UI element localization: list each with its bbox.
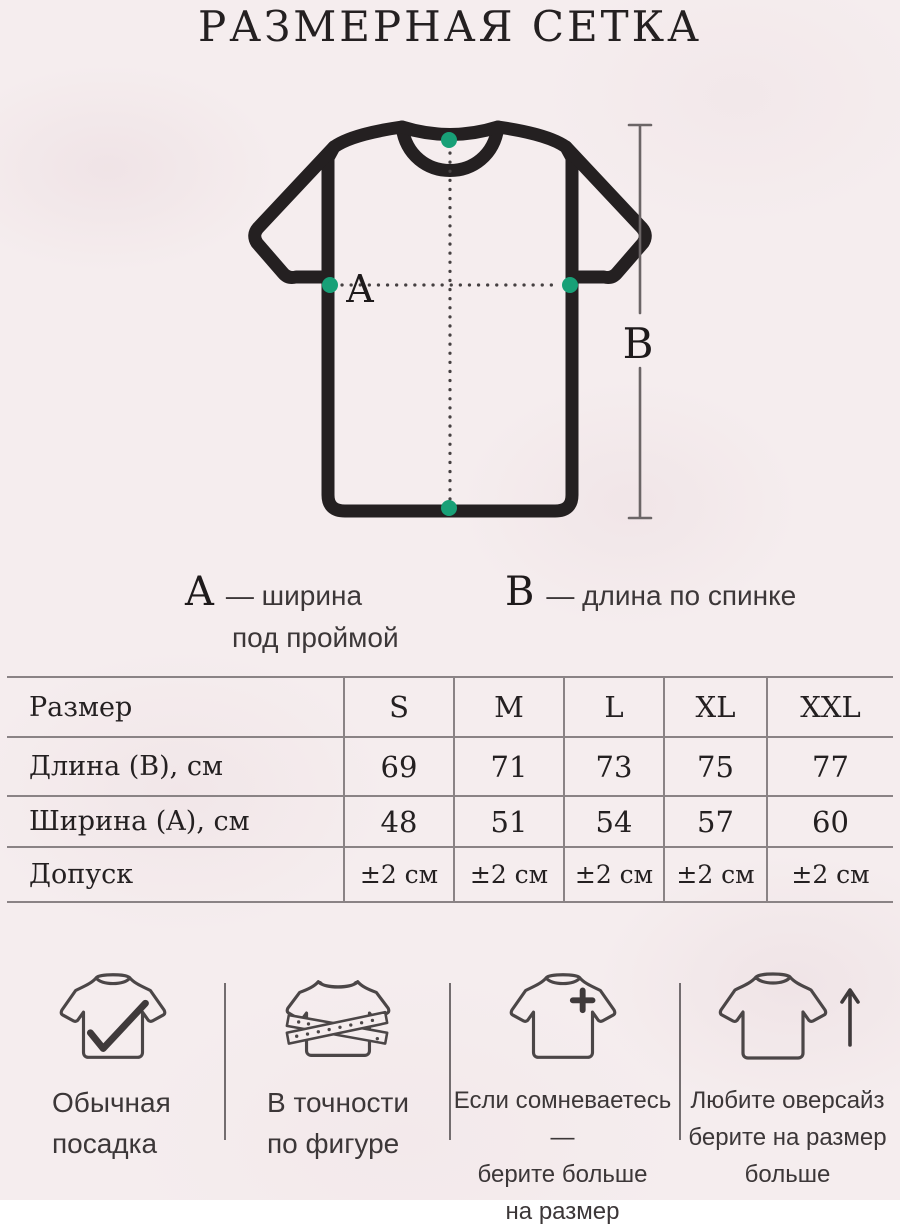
legend-width-text: — ширина bbox=[225, 580, 363, 611]
table-header-cell: XL bbox=[663, 678, 766, 736]
table-header-cell: L bbox=[563, 678, 663, 736]
neck-point-dot bbox=[441, 132, 457, 148]
hem-point-dot bbox=[441, 500, 457, 516]
table-header-cell: S bbox=[343, 678, 453, 736]
legend-length bbox=[505, 569, 796, 615]
table-cell: 69 bbox=[343, 738, 453, 795]
tshirt-measurement-diagram bbox=[0, 0, 900, 560]
table-cell: ±2 см bbox=[663, 848, 766, 901]
legend-letter-a: A bbox=[185, 569, 214, 615]
fit-label-line: больше bbox=[744, 1161, 831, 1188]
table-row bbox=[7, 795, 893, 846]
table-row bbox=[7, 846, 893, 903]
table-row-label: Допуск bbox=[29, 859, 134, 890]
table-cell: ±2 см bbox=[343, 848, 453, 901]
fit-label-line: берите на размер bbox=[688, 1124, 887, 1151]
tshirt-check-icon bbox=[0, 966, 225, 1072]
table-cell: ±2 см bbox=[766, 848, 893, 901]
table-header-cell: M bbox=[453, 678, 563, 736]
fit-label-line: посадка bbox=[52, 1128, 158, 1159]
fit-guide-divider bbox=[679, 983, 681, 1140]
table-cell: 75 bbox=[663, 738, 766, 795]
table-cell: 54 bbox=[563, 797, 663, 846]
table-cell: 77 bbox=[766, 738, 893, 795]
tshirt-tape-icon bbox=[225, 966, 450, 1072]
size-table bbox=[7, 676, 893, 903]
table-row-label: Ширина (A), см bbox=[29, 806, 250, 837]
table-cell: 51 bbox=[453, 797, 563, 846]
fit-label-line: Если сомневаетесь — bbox=[453, 1087, 672, 1151]
table-cell: 60 bbox=[766, 797, 893, 846]
fit-guide-divider bbox=[224, 983, 226, 1140]
fit-option-label bbox=[450, 1082, 675, 1230]
length-label-b: B bbox=[622, 319, 654, 368]
table-cell: ±2 см bbox=[453, 848, 563, 901]
table-cell: 71 bbox=[453, 738, 563, 795]
fit-label-line: В точности bbox=[267, 1087, 410, 1118]
fit-label-line: по фигуре bbox=[267, 1128, 400, 1159]
table-header-cell: XXL bbox=[766, 678, 893, 736]
right-armpit-dot bbox=[562, 277, 578, 293]
page-title: РАЗМЕРНАЯ СЕТКА bbox=[198, 2, 702, 51]
table-header-cell: Размер bbox=[29, 691, 133, 723]
left-armpit-dot bbox=[322, 277, 338, 293]
width-label-a: A bbox=[346, 267, 374, 311]
tshirt-plus-icon bbox=[450, 966, 675, 1072]
checkmark-glyph bbox=[90, 1003, 145, 1048]
legend-length-line1 bbox=[505, 569, 796, 615]
table-cell: 57 bbox=[663, 797, 766, 846]
plus-glyph bbox=[572, 990, 592, 1010]
fit-label-line: Обычная bbox=[52, 1087, 171, 1118]
fit-option-regular bbox=[0, 960, 225, 1230]
fit-option-label bbox=[225, 1082, 450, 1164]
legend-letter-b: B bbox=[505, 569, 535, 615]
arrow-up-glyph bbox=[842, 990, 858, 1045]
fit-option-oversize bbox=[675, 960, 900, 1230]
fit-label-line: Любите оверсайз bbox=[690, 1087, 885, 1114]
fit-label-line: на размер bbox=[505, 1198, 620, 1225]
legend-length-text: — длина по спинке bbox=[546, 580, 797, 611]
table-row-label: Длина (B), см bbox=[29, 751, 223, 782]
fit-option-size-up-if-unsure bbox=[450, 960, 675, 1230]
table-row bbox=[7, 736, 893, 795]
fit-option-exact bbox=[225, 960, 450, 1230]
fit-guide bbox=[0, 960, 900, 1225]
fit-guide-divider bbox=[449, 983, 451, 1140]
tshirt-arrow-up-icon bbox=[675, 966, 900, 1072]
table-cell: 73 bbox=[563, 738, 663, 795]
legend-width bbox=[185, 569, 399, 654]
table-header-row bbox=[7, 676, 893, 736]
legend-width-line1 bbox=[185, 569, 399, 615]
table-cell: ±2 см bbox=[563, 848, 663, 901]
fit-label-line: берите больше bbox=[477, 1161, 648, 1188]
fit-option-label bbox=[675, 1082, 900, 1193]
fit-option-label bbox=[0, 1082, 225, 1164]
table-cell: 48 bbox=[343, 797, 453, 846]
legend-width-text-line2: под проймой bbox=[232, 622, 399, 653]
